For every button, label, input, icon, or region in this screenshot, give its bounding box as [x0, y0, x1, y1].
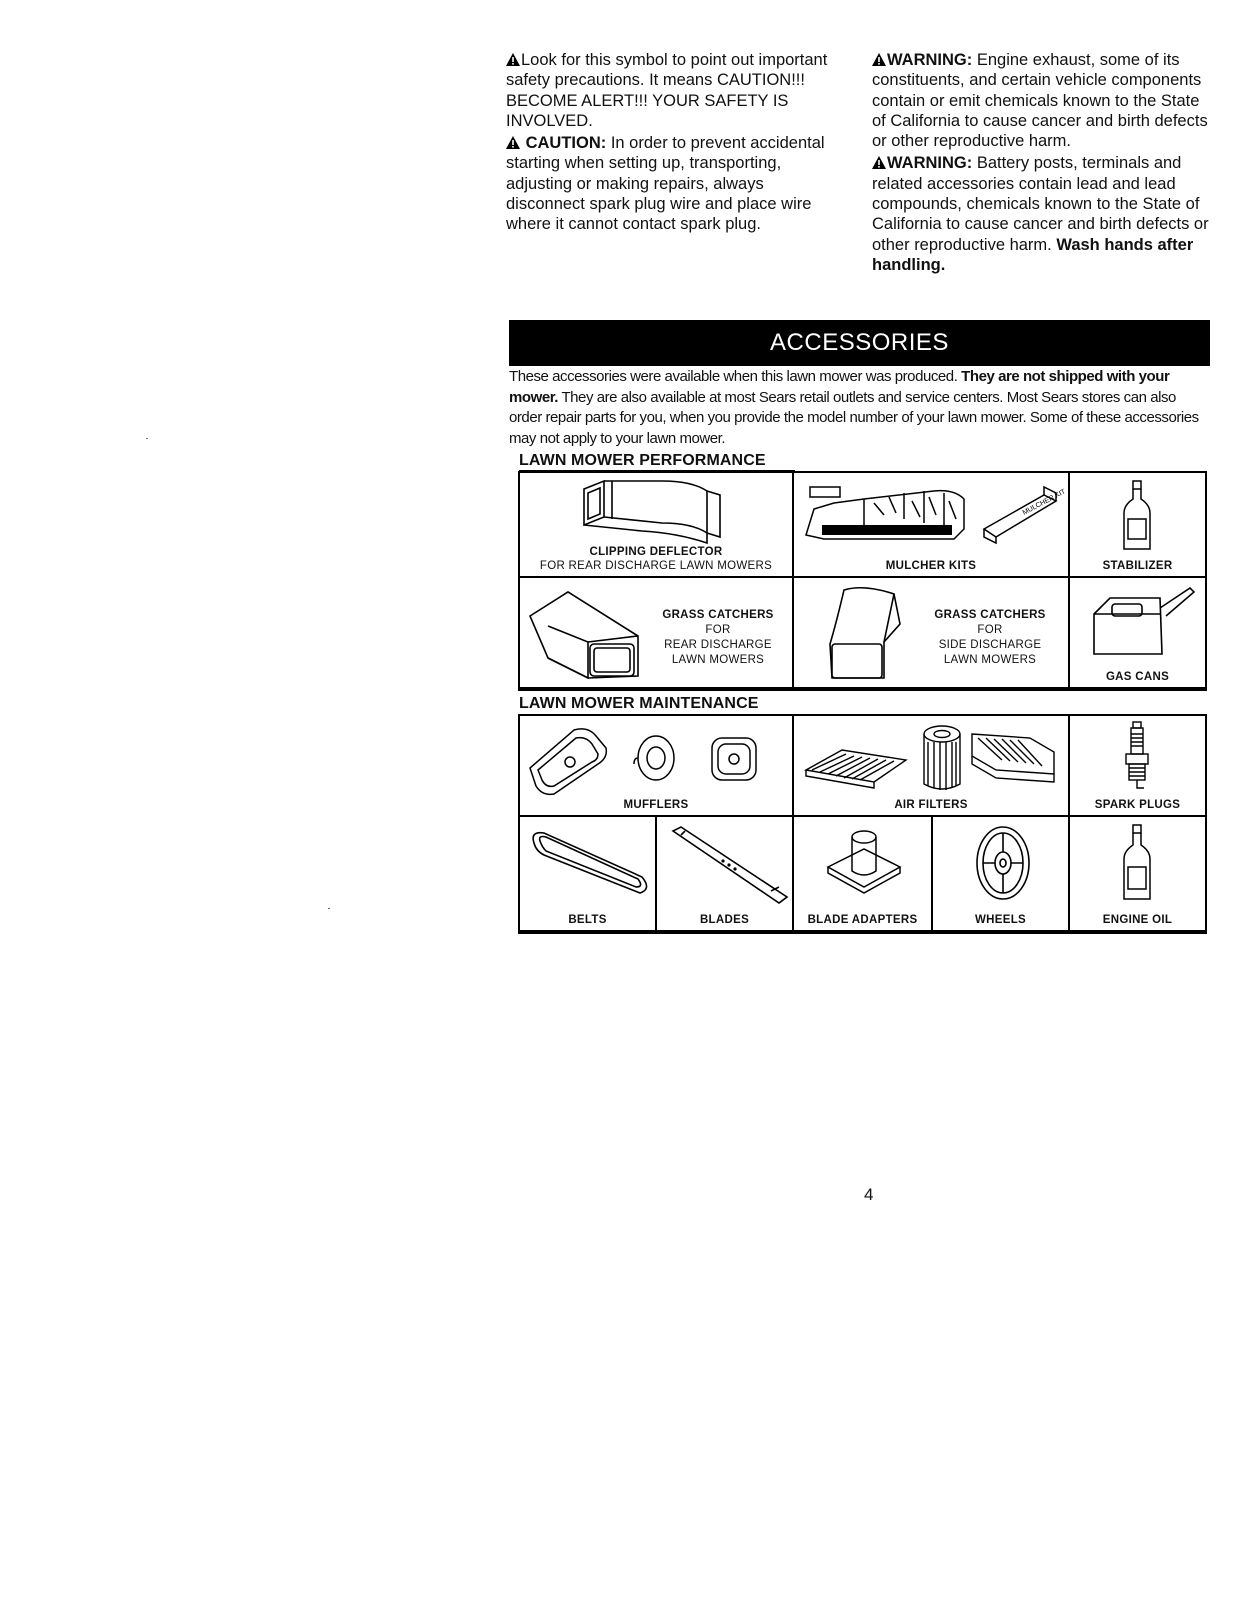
mufflers-icon	[526, 724, 790, 796]
stabilizer-cell	[1070, 473, 1205, 578]
clipping-deflector-cell	[520, 473, 794, 578]
performance-grid	[518, 471, 1207, 691]
clipping-deflector-icon	[582, 477, 722, 545]
wheels-label: WHEELS	[975, 914, 1026, 926]
warning-battery-paragraph	[872, 153, 1217, 275]
warning-exhaust-label: WARNING:	[887, 51, 973, 69]
belts-cell	[520, 817, 657, 932]
engine-oil-bottle-icon	[1120, 823, 1154, 903]
mulcher-kits-label: MULCHER KITS	[885, 560, 977, 572]
grass-catcher-rear-label: GRASS CATCHERS FOR REAR DISCHARGE LAWN MOWERS	[662, 609, 774, 666]
intro-text-2: They are also available at most Sears retail outlets and service centers. Most Sears stores can also order repair parts for you, when you provide the model number of your lawn mower. Some of these accessories may not apply to your lawn mower.	[509, 388, 1199, 447]
wash-hands-text: Wash hands after handling.	[872, 235, 1194, 274]
symbol-note	[506, 50, 846, 131]
accessories-banner: ACCESSORIES	[509, 320, 1210, 366]
spark-plug-icon	[1122, 720, 1152, 798]
grass-catcher-rear-cell	[520, 578, 794, 689]
spark-plugs-cell	[1070, 716, 1205, 817]
page-number: 4	[864, 1185, 874, 1204]
intro-text-1: These accessories were available when this lawn mower was produced.	[509, 368, 962, 385]
mufflers-cell	[520, 716, 794, 817]
spark-plugs-label: SPARK PLUGS	[1094, 799, 1181, 811]
alert-triangle-icon	[506, 53, 520, 66]
maintenance-grid	[518, 714, 1207, 934]
air-filters-icon	[802, 720, 1062, 796]
blade-adapters-cell	[794, 817, 933, 932]
scan-speck	[328, 908, 330, 909]
belt-icon	[524, 825, 654, 901]
intro-bold-text: They are not shipped with your mower.	[509, 368, 1170, 406]
wheel-icon	[973, 823, 1033, 903]
engine-oil-label: ENGINE OIL	[1102, 914, 1173, 926]
symbol-note-text: Look for this symbol to point out important safety precautions. It means CAUTION!!! BECOME ALERT!!! YOUR SAFETY IS INVOLVED.	[506, 51, 828, 130]
wheels-cell	[933, 817, 1070, 932]
mulcher-box-text: MULCHER KIT	[1021, 488, 1067, 517]
warning-exhaust-text: Engine exhaust, some of its constituents, and certain vehicle components contain or emit chemicals known to the State of California to cause cancer and birth defects or other reproductive harm.	[872, 51, 1208, 151]
grass-catcher-rear-icon	[528, 586, 648, 682]
caution-paragraph	[506, 133, 846, 234]
blade-adapters-label: BLADE ADAPTERS	[807, 914, 918, 926]
gas-cans-cell	[1070, 578, 1205, 689]
safety-column-right	[872, 50, 1217, 277]
engine-oil-cell	[1070, 817, 1205, 932]
grass-catcher-side-label: GRASS CATCHERS FOR SIDE DISCHARGE LAWN MOWERS	[934, 609, 1046, 666]
warning-battery-label: WARNING:	[887, 154, 973, 173]
clipping-deflector-label: CLIPPING DEFLECTOR FOR REAR DISCHARGE LAWN MOWERS	[520, 545, 792, 573]
air-filters-label: AIR FILTERS	[894, 799, 968, 811]
gas-cans-label: GAS CANS	[1105, 671, 1170, 683]
alert-triangle-icon	[872, 156, 886, 169]
mufflers-label: MUFFLERS	[623, 799, 689, 811]
air-filters-cell	[794, 716, 1070, 817]
stabilizer-bottle-icon	[1120, 479, 1154, 551]
grass-catcher-side-icon	[824, 584, 906, 682]
belts-label: BELTS	[568, 914, 607, 926]
accessories-intro	[509, 367, 1209, 449]
maintenance-section-title: LAWN MOWER MAINTENANCE	[519, 695, 759, 712]
blades-label: BLADES	[699, 914, 750, 926]
grass-catcher-side-cell	[794, 578, 1070, 689]
blades-cell	[657, 817, 794, 932]
alert-triangle-icon	[506, 136, 520, 149]
caution-text: In order to prevent accidental starting when setting up, transporting, adjusting or making repairs, always disconnect spark plug wire and place wire where it cannot contact spark plug.	[506, 134, 825, 234]
safety-column-left	[506, 50, 846, 237]
mulcher-kit-icon	[804, 479, 1067, 549]
stabilizer-label: STABILIZER	[1102, 560, 1173, 572]
blade-adapter-icon	[824, 827, 904, 901]
gas-can-icon	[1090, 584, 1196, 664]
performance-section-title: LAWN MOWER PERFORMANCE	[519, 452, 795, 471]
clipping-deflector-sublabel: FOR REAR DISCHARGE LAWN MOWERS	[539, 560, 773, 572]
scan-speck	[146, 438, 148, 439]
warning-exhaust-paragraph	[872, 50, 1217, 151]
blade-icon	[671, 825, 791, 905]
warning-battery-text: Battery posts, terminals and related accessories contain lead and lead compounds, chemicals known to the State of California to cause cancer and birth defects or other reproductive harm.	[872, 154, 1209, 254]
alert-triangle-icon	[872, 53, 886, 66]
caution-label: CAUTION:	[525, 134, 607, 153]
mulcher-kits-cell	[794, 473, 1070, 578]
